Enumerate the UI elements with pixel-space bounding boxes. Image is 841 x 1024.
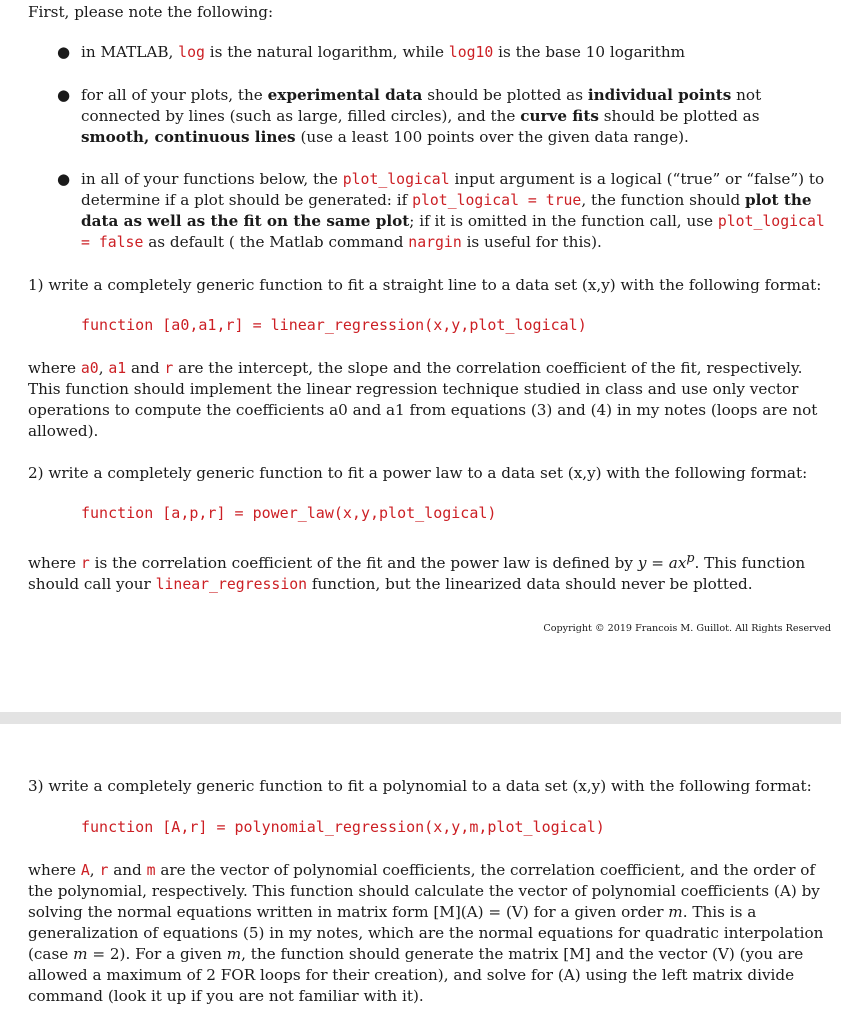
bullet-icon: ●: [57, 43, 71, 61]
text: function, but the linearized data should never be plotted.: [311, 575, 753, 594]
bullet-icon: ●: [57, 170, 71, 188]
text: , the function should: [581, 191, 741, 209]
text: ,: [98, 359, 104, 377]
q2-heading: 2) write a completely generic function to fit a power law to a data set (x,y) with the following format:: [28, 464, 808, 482]
code-linear-regression: linear_regression: [155, 576, 308, 594]
code-nargin: nargin: [408, 234, 462, 251]
bold-text: plot the data as well as the fit on the same plot: [81, 191, 812, 230]
code-m: m: [146, 862, 156, 879]
text: should be plotted as: [427, 86, 583, 104]
text: in MATLAB,: [81, 43, 174, 61]
code-A: A: [80, 862, 90, 879]
text: . This is a generalization of equations (5) in my notes, which are the normal equations for quadratic interpolation (case: [28, 903, 824, 963]
code-plot-logical: plot_logical: [342, 171, 450, 188]
text: should be plotted as: [603, 107, 760, 125]
text: for all of your plots, the: [81, 86, 263, 104]
code-a0: a0: [80, 360, 99, 377]
q1-heading: 1) write a completely generic function to fit a straight line to a data set (x,y) with the following format:: [28, 276, 822, 294]
q2-description: [28, 547, 827, 595]
text: is the base 10 logarithm: [498, 43, 686, 61]
text: is the natural logarithm, while: [209, 43, 444, 61]
text: are the intercept, the slope and the correlation coefficient of the fit, respectively. This function should implement the linear regression technique studied in class and use only vector operations to compute the coefficients a0 and a1 from equations (3) and (4) in my notes (loops are not allowed).: [28, 359, 818, 440]
text: . This function should call your: [28, 554, 806, 594]
code-plot-logical-false: plot_logical = false: [81, 213, 825, 251]
text: and: [131, 359, 160, 377]
code-log10: log10: [448, 44, 494, 61]
code-r: r: [80, 555, 90, 573]
bold-text: experimental data: [267, 86, 423, 104]
text: , the function should generate the matrix [M] and the vector (V) (you are allowed a maximum of 2 FOR loops for their creation), and solve for (A) using the left matrix divide command (look it up if you are not familiar with it).: [28, 945, 804, 1005]
text: where: [28, 861, 77, 879]
bold-text: curve fits: [520, 107, 599, 125]
bullet-plots: [57, 85, 827, 148]
power-law-exponent: p: [686, 550, 695, 565]
q3-heading: 3) write a completely generic function to fit a polynomial to a data set (x,y) with the following format:: [28, 777, 812, 795]
copyright-notice: Copyright © 2019 Francois M. Guillot. All Rights Reserved: [543, 623, 831, 634]
page-2: [0, 724, 841, 1024]
math-m: m: [668, 903, 683, 921]
text: = 2). For a given: [92, 945, 222, 963]
code-r: r: [164, 360, 174, 377]
text: in all of your functions below, the: [81, 170, 338, 188]
q1-description: [28, 358, 827, 442]
intro-text: First, please note the following:: [28, 3, 274, 21]
q3-function-signature: function [A,r] = polynomial_regression(x,y,m,plot_logical): [81, 818, 605, 836]
bullet-log: [57, 42, 827, 63]
bullet-icon: ●: [57, 86, 71, 104]
code-a1: a1: [108, 360, 127, 377]
text: where: [28, 359, 77, 377]
text: ,: [89, 861, 95, 879]
code-log: log: [178, 44, 205, 61]
code-plot-logical-true: plot_logical = true: [412, 192, 582, 209]
text: ; if it is omitted in the function call, use: [409, 212, 714, 230]
power-law-equation: y = ax: [637, 554, 687, 573]
text: is useful for this).: [466, 233, 602, 251]
q2-function-signature: function [a,p,r] = power_law(x,y,plot_logical): [81, 504, 497, 522]
bold-text: individual points: [587, 86, 732, 104]
q1-function-signature: function [a0,a1,r] = linear_regression(x,y,plot_logical): [81, 316, 587, 334]
text: is the correlation coefficient of the fit and the power law is defined by: [94, 554, 633, 573]
bold-text: smooth, continuous lines: [81, 128, 296, 146]
text: (use a least 100 points over the given data range).: [300, 128, 689, 146]
text: input argument is a logical (“true” or “false”) to determine if a plot should be generated: if: [81, 170, 825, 209]
math-m: m: [226, 945, 242, 963]
code-r: r: [99, 862, 109, 879]
text: not connected by lines (such as large, filled circles), and the: [81, 86, 762, 125]
math-m: m: [73, 945, 88, 963]
text: and: [113, 861, 142, 879]
q3-description: [28, 860, 827, 1007]
text: where: [28, 554, 77, 573]
page-separator: [0, 712, 841, 724]
bullet-plot-logical: [57, 169, 827, 253]
text: as default ( the Matlab command: [148, 233, 404, 251]
text: are the vector of polynomial coefficients, the correlation coefficient, and the order of the polynomial, respectively. This function should calculate the vector of polynomial coefficients (A) by solving the normal equations written in matrix form [M](A) = (V) for a given order: [28, 861, 820, 921]
